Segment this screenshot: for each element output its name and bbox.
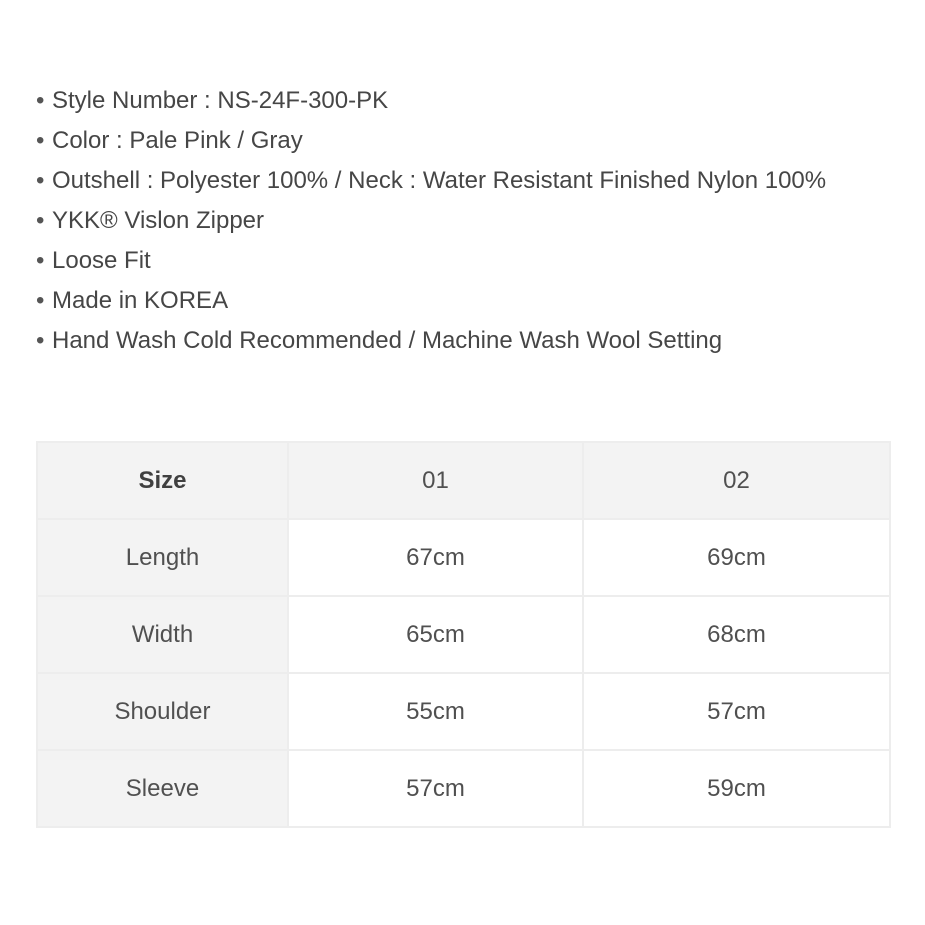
row-label-width: Width	[37, 596, 288, 673]
table-row	[37, 519, 890, 596]
table-cell: 68cm	[583, 596, 890, 673]
bullet: •	[36, 127, 45, 154]
spec-text: Color : Pale Pink / Gray	[52, 127, 303, 154]
table-cell: 57cm	[583, 673, 890, 750]
spec-style-number	[36, 81, 826, 121]
spec-zipper	[36, 201, 826, 241]
table-cell: 55cm	[288, 673, 583, 750]
size-header-01: 01	[288, 442, 583, 519]
spec-text: Hand Wash Cold Recommended / Machine Wash Wool Setting	[52, 327, 723, 354]
size-chart-table	[36, 441, 891, 828]
bullet: •	[36, 287, 45, 314]
table-cell: 59cm	[583, 750, 890, 827]
row-label-sleeve: Sleeve	[37, 750, 288, 827]
table-cell: 69cm	[583, 519, 890, 596]
spec-text: Made in KOREA	[52, 287, 229, 314]
size-header-02: 02	[583, 442, 890, 519]
bullet: •	[36, 247, 45, 274]
spec-origin	[36, 281, 826, 321]
spec-fit	[36, 241, 826, 281]
size-header-label: Size	[37, 442, 288, 519]
bullet: •	[36, 167, 45, 194]
product-spec-list	[36, 81, 826, 361]
table-cell: 67cm	[288, 519, 583, 596]
spec-color	[36, 121, 826, 161]
size-header-row	[37, 442, 890, 519]
bullet: •	[36, 207, 45, 234]
table-row	[37, 750, 890, 827]
spec-text: Style Number : NS-24F-300-PK	[52, 87, 389, 114]
bullet: •	[36, 327, 45, 354]
spec-text: YKK® Vislon Zipper	[52, 207, 265, 234]
table-row	[37, 673, 890, 750]
spec-text: Loose Fit	[52, 247, 151, 274]
row-label-length: Length	[37, 519, 288, 596]
table-row	[37, 596, 890, 673]
spec-text: Outshell : Polyester 100% / Neck : Water Resistant Finished Nylon 100%	[52, 167, 827, 194]
table-cell: 65cm	[288, 596, 583, 673]
row-label-shoulder: Shoulder	[37, 673, 288, 750]
spec-care	[36, 321, 826, 361]
table-cell: 57cm	[288, 750, 583, 827]
bullet: •	[36, 87, 45, 114]
spec-material	[36, 161, 826, 201]
